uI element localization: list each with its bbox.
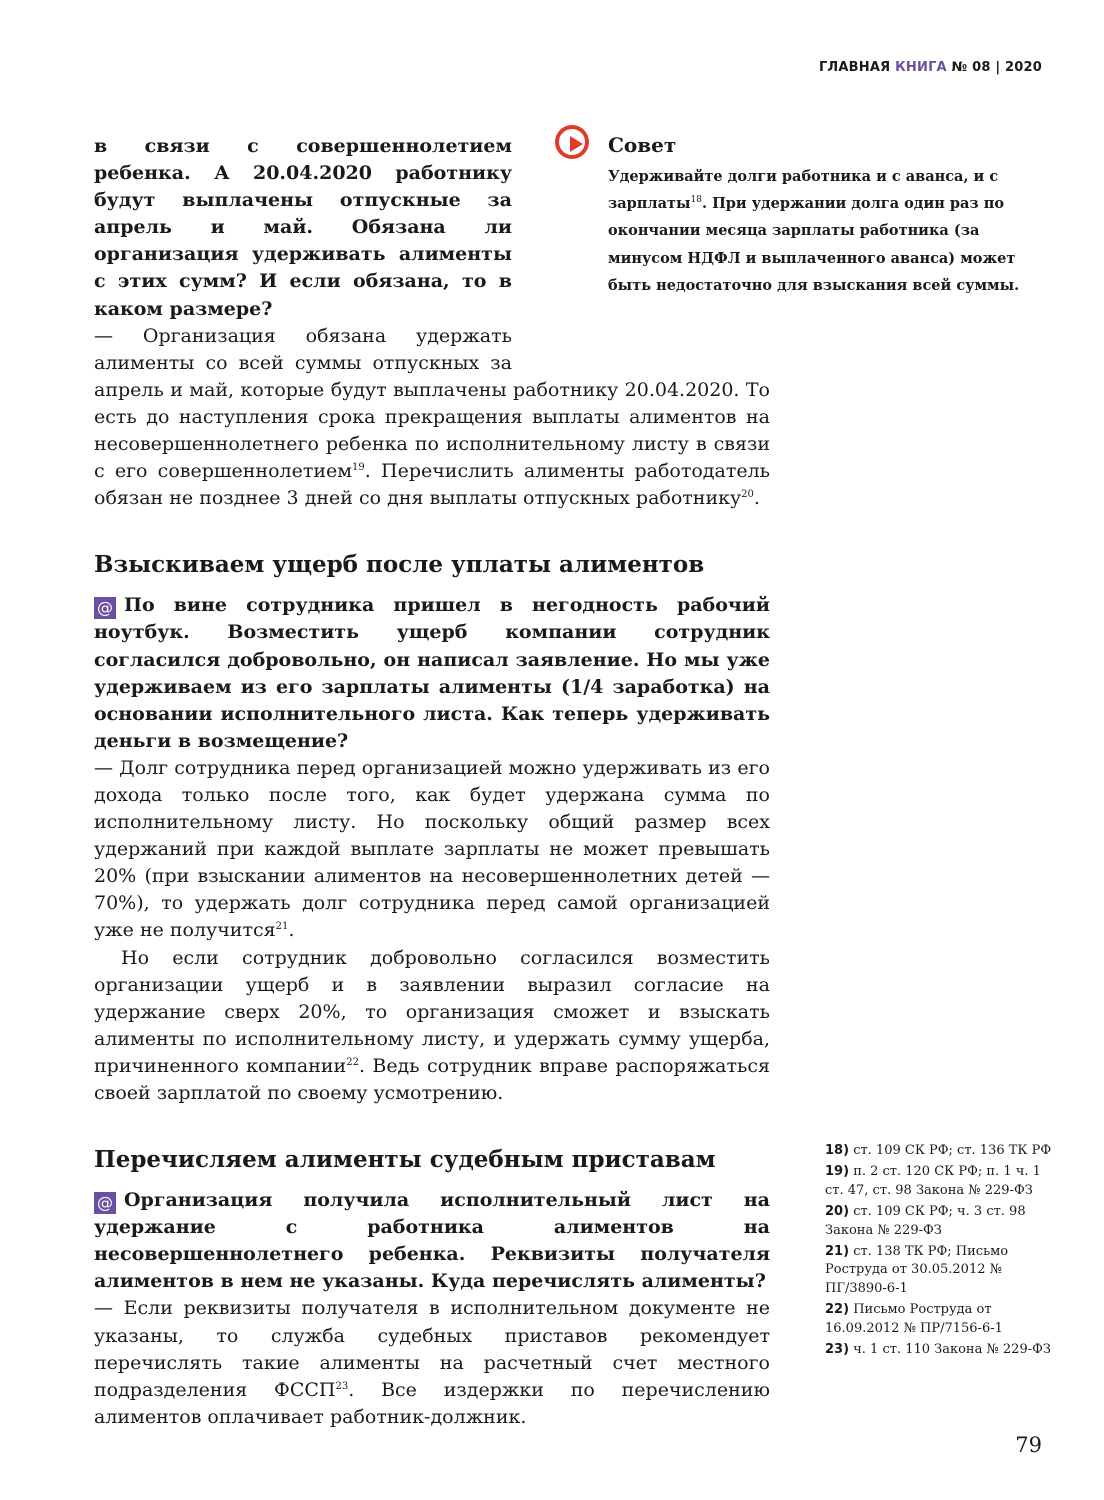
question-text: @ По вине сотрудника пришел в негодность рабочий ноутбук. Возместить ущерб компании сотрудник согласился добровольно, он написал заявление. Но мы уже удерживаем из его зарплаты алименты (1/4 заработка) на основании исполнительного листа. Как теперь удерживать деньги в возмещение?: [94, 594, 770, 752]
question-text: @ Организация получила исполнительный лист на удержание с работника алиментов на несовершеннолетнего ребенка. Реквизиты получателя алиментов в нем не указаны. Куда перечислять алименты?: [94, 1189, 770, 1293]
brand-name: ГЛАВНАЯ: [818, 60, 891, 75]
answer-text: Но если сотрудник добровольно согласился возместить организации ущерб и в заявлении выразил согласие на удержание сверх 20%, то организация сможет и взыскать алименты по исполнительному листу, и удержать сумму ущерба, причиненного компании$^{22}$. Ведь сотрудник вправе распоряжаться своей зарплатой по своему усмотрению.: [94, 946, 770, 1104]
at-sign-icon: @: [94, 1192, 116, 1214]
footnote-ref[interactable]: 19: [352, 462, 365, 474]
advice-title: Совет: [608, 133, 677, 157]
magazine-header: [819, 60, 1042, 75]
footnote: 22) Письмо Роструда от 16.09.2012 № ПР/7156-6-1: [825, 1302, 1003, 1336]
footnote-ref[interactable]: 22: [346, 1056, 359, 1068]
page-number: 79: [1015, 1433, 1042, 1457]
footnote-ref[interactable]: 18: [690, 195, 702, 206]
issue-number: № 08 | 2020: [951, 60, 1042, 75]
footnote: 21) ст. 138 ТК РФ; Письмо Роструда от 30.05.2012 № ПГ/3890-6-1: [825, 1244, 1009, 1296]
footnote: 18) ст. 109 СК РФ; ст. 136 ТК РФ: [825, 1143, 1052, 1158]
footnote: 20) ст. 109 СК РФ; ч. 3 ст. 98 Закона № 229-ФЗ: [825, 1204, 1026, 1238]
footnote: 23) ч. 1 ст. 110 Закона № 229-ФЗ: [825, 1342, 1052, 1358]
footnote: 19) п. 2 ст. 120 СК РФ; п. 1 ч. 1 ст. 47, ст. 98 Закона № 229-ФЗ: [825, 1164, 1041, 1198]
question-text: в связи с совершеннолетием ребенка. А 20.04.2020 работнику будут выплачены отпускные за апрель и май. Обязана ли организация удерживать алименты с этих сумм? И если обязана, то в каком размере?: [94, 135, 512, 320]
footnotes: [825, 1142, 1055, 1362]
section-heading: Взыскиваем ущерб после уплаты алиментов: [94, 551, 705, 579]
article-body: [94, 133, 770, 1431]
answer-text: — Организация обязана удержать алименты со всей суммы отпускных за апрель и май, которые будут выплачены работнику 20.04.2020. То есть до наступления срока прекращения выплаты алиментов на несовершеннолетнего ребенка по исполнительному листу в связи с его совершеннолетием$^{19}$. Перечислить алименты работодатель обязан не позднее 3 дней со дня выплаты отпускных работнику$^{20}$.: [94, 324, 770, 510]
footnote-ref[interactable]: 23: [335, 1380, 349, 1392]
footnote-ref[interactable]: 20: [741, 489, 754, 501]
at-sign-icon: @: [94, 597, 116, 619]
answer-text: — Если реквизиты получателя в исполнительном документе не указаны, то служба судебных приставов рекомендует перечислять такие алименты на расчетный счет местного подразделения ФССП$^{23}$. Все издержки по перечислению алиментов оплачивает работник-должник.: [94, 1297, 770, 1428]
footnote-ref[interactable]: 21: [275, 921, 289, 933]
advice-text: Удерживайте долги работника и с аванса, и с зарплаты$^{18}$. При удержании долга один раз по окончании месяца зарплаты работника (за минусом НДФЛ и выплаченного аванса) может быть недостаточно для взыскания всей суммы.: [608, 168, 1020, 294]
brand-name-accent: КНИГА: [895, 60, 947, 75]
answer-text: — Долг сотрудника перед организацией можно удерживать из его дохода только после того, как будет удержана сумма по исполнительному листу. Но поскольку общий размер всех удержаний при каждой выплате зарплаты не может превышать 20% (при взыскании алиментов на несовершеннолетних детей — 70%), то удержать долг сотрудника перед самой организацией уже не получится$^{21}$.: [94, 756, 770, 942]
section-heading: Перечисляем алименты судебным приставам: [94, 1146, 716, 1174]
